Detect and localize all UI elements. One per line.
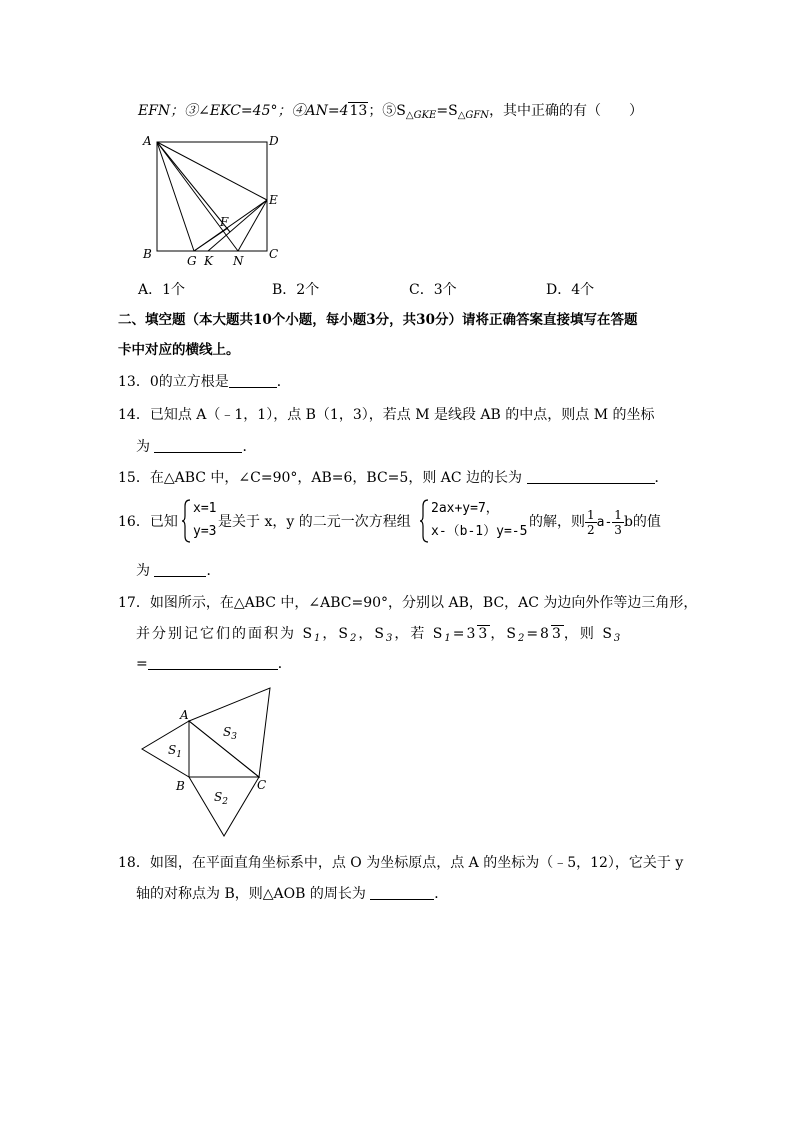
q17-sub3: 3 — [385, 633, 395, 644]
q16-wei: 为 — [136, 563, 150, 579]
q18-text: 轴的对称点为 B，则△AOB 的周长为 — [136, 886, 366, 902]
question-18-line1: 18．如图，在平面直角坐标系中，点 O 为坐标原点，点 A 的坐标为（﹣5，12），它关于 y — [118, 855, 684, 871]
q16-a-minus: a- — [596, 515, 613, 530]
sqrt-3-a: 3 — [478, 626, 490, 642]
label-a: A — [180, 708, 189, 722]
label-f: F — [220, 215, 229, 229]
question-13 — [118, 372, 291, 392]
q12-text-part1: EFN；③∠EKC=45°；④AN=4 — [138, 103, 349, 119]
option-a: A．1个 — [138, 282, 186, 298]
sqrt-3-b: 3 — [551, 626, 563, 642]
q16-suffix1: 的解，则 — [529, 514, 585, 530]
q14-wei: 为 — [136, 439, 150, 455]
label-s3: $S_3$ — [223, 725, 237, 742]
q15-period: ． — [654, 470, 669, 486]
q16-suffix — [529, 504, 661, 541]
subscript-gke: △GKE — [405, 110, 437, 121]
q13-answer-blank[interactable] — [229, 373, 277, 388]
section2-heading-line2: 卡中对应的横线上。 — [118, 342, 240, 358]
q17-period: ． — [277, 656, 292, 672]
q17-answer-blank[interactable] — [148, 655, 278, 670]
brace-icon — [182, 498, 192, 544]
label-k: K — [204, 254, 213, 268]
section2-heading-line1: 二、填空题（本大题共10个小题，每小题3分，共30分）请将正确答案直接填写在答题 — [118, 312, 638, 328]
frac2-den: 3 — [614, 522, 622, 537]
q17-l2e: =3 — [452, 626, 478, 642]
q16-answer-blank[interactable] — [154, 562, 206, 577]
sys2-eq1: 2ax+y=7， — [431, 501, 499, 516]
label-d: D — [269, 134, 279, 148]
frac1-den: 2 — [587, 522, 595, 537]
label-s1: $S_1$ — [168, 743, 182, 760]
q18-period: ． — [434, 886, 449, 902]
q13-period: ． — [276, 374, 291, 390]
q17-sub1b: 1 — [444, 633, 453, 644]
q12-text-eq: =S — [436, 103, 458, 119]
q17-equals: = — [136, 656, 148, 672]
question-14-line2 — [136, 437, 256, 457]
square-geometry-figure — [140, 132, 290, 272]
q16-prefix: 16．已知 — [118, 514, 178, 530]
q15-text: 15．在△ABC 中，∠C=90°，AB=6，BC=5，则 AC 边的长为 — [118, 470, 523, 486]
label-b: B — [176, 779, 185, 793]
q12-conditions-line — [138, 101, 643, 126]
q16-suffix2: b的值 — [623, 514, 661, 530]
q18-answer-blank[interactable] — [370, 885, 434, 900]
q17-l2g: =8 — [526, 626, 551, 642]
sys1-eq1: x=1 — [193, 501, 217, 516]
label-c: C — [269, 247, 279, 261]
question-17-line2 — [136, 624, 622, 649]
q17-l2b: ，S — [322, 626, 351, 642]
label-s2: $S_2$ — [214, 790, 228, 807]
q15-answer-blank[interactable] — [527, 469, 655, 484]
question-16-line2 — [136, 561, 220, 581]
q17-l2f: ，S — [490, 626, 518, 642]
question-18-line2 — [136, 884, 448, 904]
question-17-line1: 17．如图所示，在△ABC 中，∠ABC=90°，分别以 AB，BC，AC 为边向外作等边三角形， — [118, 595, 698, 611]
label-b: B — [143, 247, 152, 261]
frac2-num: 1 — [614, 507, 622, 522]
q16-period: ． — [206, 563, 221, 579]
q14-period: ． — [242, 439, 257, 455]
option-b: B．2个 — [272, 282, 320, 298]
q16-middle: 是关于 x，y 的二元一次方程组 — [218, 514, 411, 530]
q17-l2c: ，S — [358, 626, 386, 642]
question-17-line3 — [136, 654, 292, 674]
frac1-num: 1 — [587, 507, 595, 522]
q17-l2a: 并分别记它们的面积为 S — [136, 626, 315, 642]
option-c: C．3个 — [409, 282, 457, 298]
q14-answer-blank[interactable] — [154, 438, 242, 453]
q17-sub2b: 2 — [517, 633, 527, 644]
fraction-one-third — [612, 508, 624, 537]
q17-l2h: ，则 S — [563, 626, 614, 642]
q12-text-part2: ；⑤S — [368, 103, 406, 119]
q12-text-part3: ，其中正确的有（ ） — [489, 103, 644, 119]
brace-icon — [420, 498, 430, 544]
fraction-one-half — [585, 508, 597, 537]
sys1-eq2: y=3 — [193, 524, 217, 539]
q17-sub1: 1 — [314, 633, 323, 644]
label-g: G — [187, 254, 197, 268]
label-a: A — [143, 134, 152, 148]
option-d: D．4个 — [546, 282, 595, 298]
equilateral-triangles-figure — [138, 684, 278, 840]
label-e: E — [269, 193, 278, 207]
label-n: N — [233, 254, 244, 268]
sys2-eq2: x-（b-1）y=-5 — [431, 524, 528, 539]
question-14-line1: 14．已知点 A（﹣1，1），点 B（1，3），若点 M 是线段 AB 的中点，则点 M 的坐标 — [118, 407, 655, 423]
label-c: C — [257, 778, 267, 792]
subscript-gfn: △GFN — [457, 110, 490, 121]
q13-text: 13．0的立方根是 — [118, 374, 229, 390]
question-15 — [118, 468, 669, 488]
sqrt-13: 13 — [349, 103, 368, 119]
q17-l2d: ，若 S — [394, 626, 445, 642]
q17-sub2: 2 — [350, 633, 359, 644]
q17-sub3b: 3 — [613, 633, 623, 644]
